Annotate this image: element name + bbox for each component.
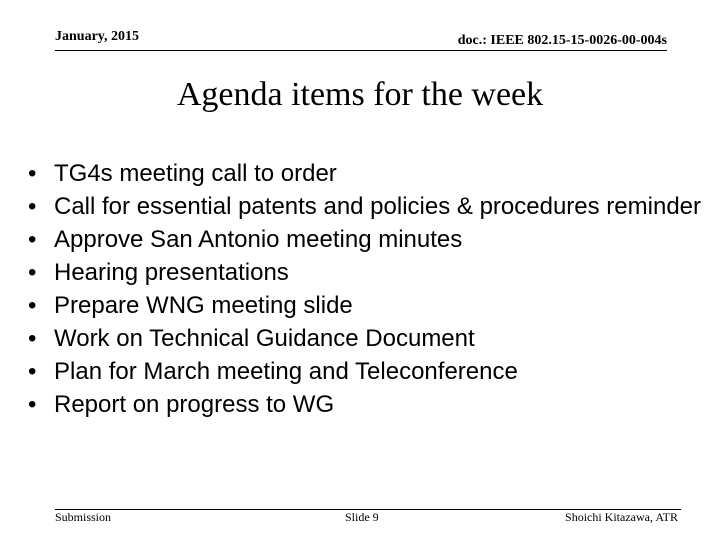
list-item-text: Plan for March meeting and Teleconference (54, 358, 518, 385)
footer-author: Shoichi Kitazawa, ATR (565, 510, 678, 524)
list-item (28, 389, 708, 420)
list-item-text: Report on progress to WG (54, 391, 335, 418)
bullet-marker: • (28, 325, 37, 352)
bullet-marker: • (28, 160, 37, 187)
list-item-text: Prepare WNG meeting slide (54, 292, 353, 319)
footer-submission: Submission (55, 510, 112, 524)
bullet-marker: • (28, 358, 37, 385)
list-item-text: Work on Technical Guidance Document (54, 325, 475, 352)
footer-slide-number: Slide 9 (345, 510, 379, 524)
list-item (28, 257, 708, 288)
list-item-text: TG4s meeting call to order (54, 160, 337, 187)
bullet-marker: • (28, 391, 37, 418)
header-divider (55, 50, 667, 51)
bullet-marker: • (28, 226, 37, 253)
bullet-marker: • (28, 292, 37, 319)
list-item (28, 158, 708, 189)
agenda-list (28, 158, 708, 422)
bullet-marker: • (28, 193, 37, 220)
list-item (28, 323, 708, 354)
header-doc-id: doc.: IEEE 802.15-15-0026-00-004s (457, 33, 667, 48)
list-item (28, 191, 708, 222)
list-item-text: Approve San Antonio meeting minutes (54, 226, 463, 253)
list-item (28, 290, 708, 321)
header-date: January, 2015 (55, 29, 140, 44)
list-item (28, 356, 708, 387)
bullet-marker: • (28, 259, 37, 286)
list-item-text: Hearing presentations (54, 259, 289, 286)
list-item-text: Call for essential patents and policies & procedures reminder (54, 193, 702, 220)
list-item (28, 224, 708, 255)
slide-title: Agenda items for the week (176, 76, 544, 113)
